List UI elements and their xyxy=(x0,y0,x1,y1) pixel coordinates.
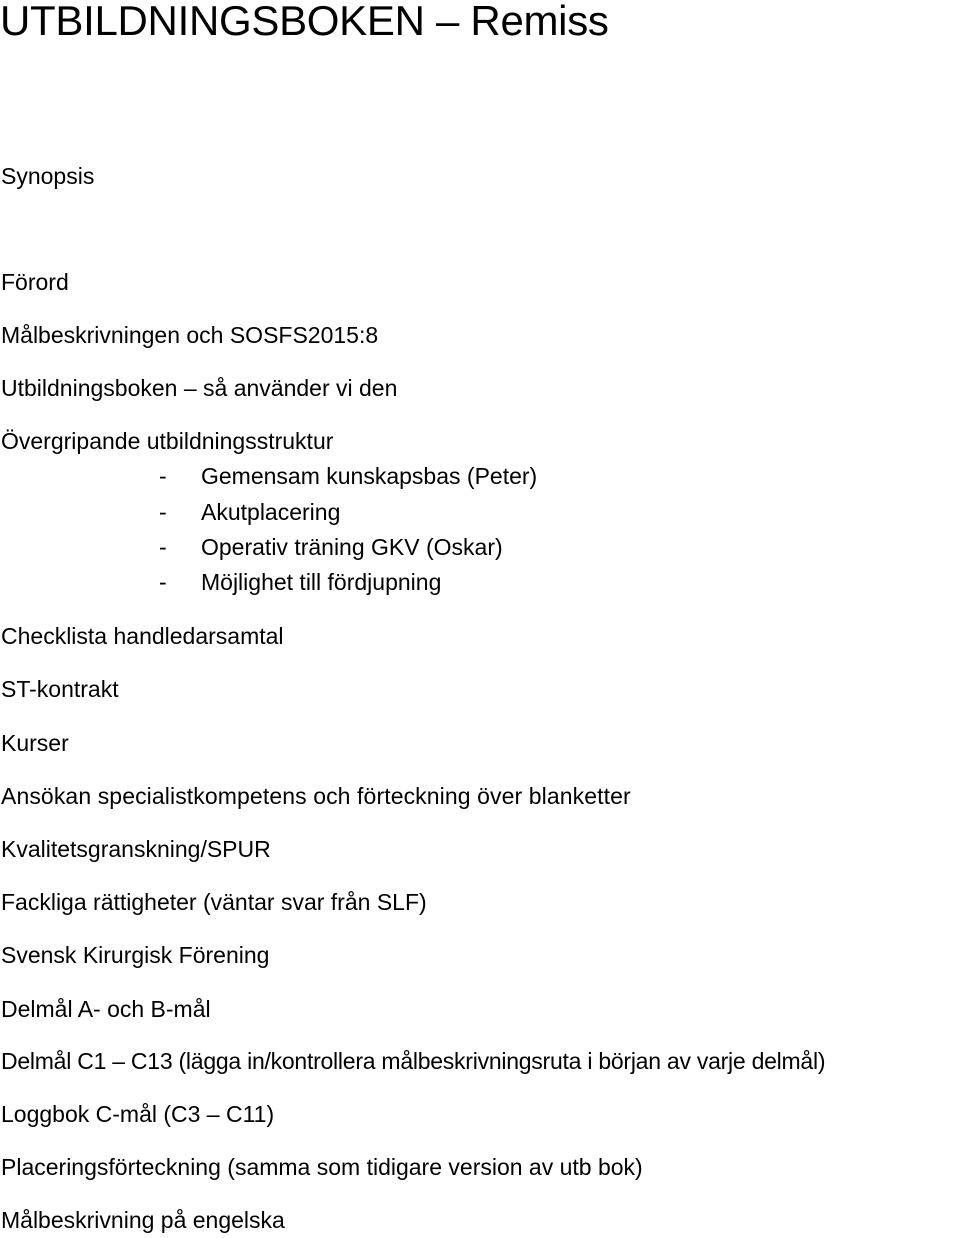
section-overall-structure: Övergripande utbildningsstruktur xyxy=(1,428,334,454)
section-english-description: Målbeskrivning på engelska xyxy=(1,1207,285,1233)
section-logbook: Loggbok C-mål (C3 – C11) xyxy=(1,1101,275,1127)
section-placement-list: Placeringsförteckning (samma som tidigare version av utb bok) xyxy=(1,1154,643,1180)
section-curriculum: Målbeskrivningen och SOSFS2015:8 xyxy=(1,322,379,348)
section-how-to-use: Utbildningsboken – så använder vi den xyxy=(1,375,398,401)
section-goals-a-b: Delmål A- och B-mål xyxy=(1,996,211,1022)
section-st-contract: ST-kontrakt xyxy=(1,676,119,702)
list-dash: - xyxy=(159,463,167,489)
synopsis-heading: Synopsis xyxy=(1,163,95,189)
list-item-text: Akutplacering xyxy=(201,499,341,525)
section-foreword: Förord xyxy=(1,269,69,295)
list-dash: - xyxy=(159,499,167,525)
section-quality-review: Kvalitetsgranskning/SPUR xyxy=(1,836,271,862)
list-item-text: Operativ träning GKV (Oskar) xyxy=(201,534,503,560)
list-item-text: Möjlighet till fördjupning xyxy=(201,569,442,595)
list-dash: - xyxy=(159,534,167,560)
section-goals-c: Delmål C1 – C13 (lägga in/kontrollera målbeskrivningsruta i början av varje delmål) xyxy=(1,1048,826,1074)
section-surgical-society: Svensk Kirurgisk Förening xyxy=(1,942,270,968)
document-title: UTBILDNINGSBOKEN – Remiss xyxy=(0,0,609,44)
list-item-text: Gemensam kunskapsbas (Peter) xyxy=(201,463,538,489)
list-dash: - xyxy=(159,569,167,595)
section-checklist: Checklista handledarsamtal xyxy=(1,623,284,649)
section-union-rights: Fackliga rättigheter (väntar svar från SLF) xyxy=(1,889,427,915)
section-courses: Kurser xyxy=(1,730,69,756)
section-application: Ansökan specialistkompetens och förteckning över blanketter xyxy=(1,783,631,809)
